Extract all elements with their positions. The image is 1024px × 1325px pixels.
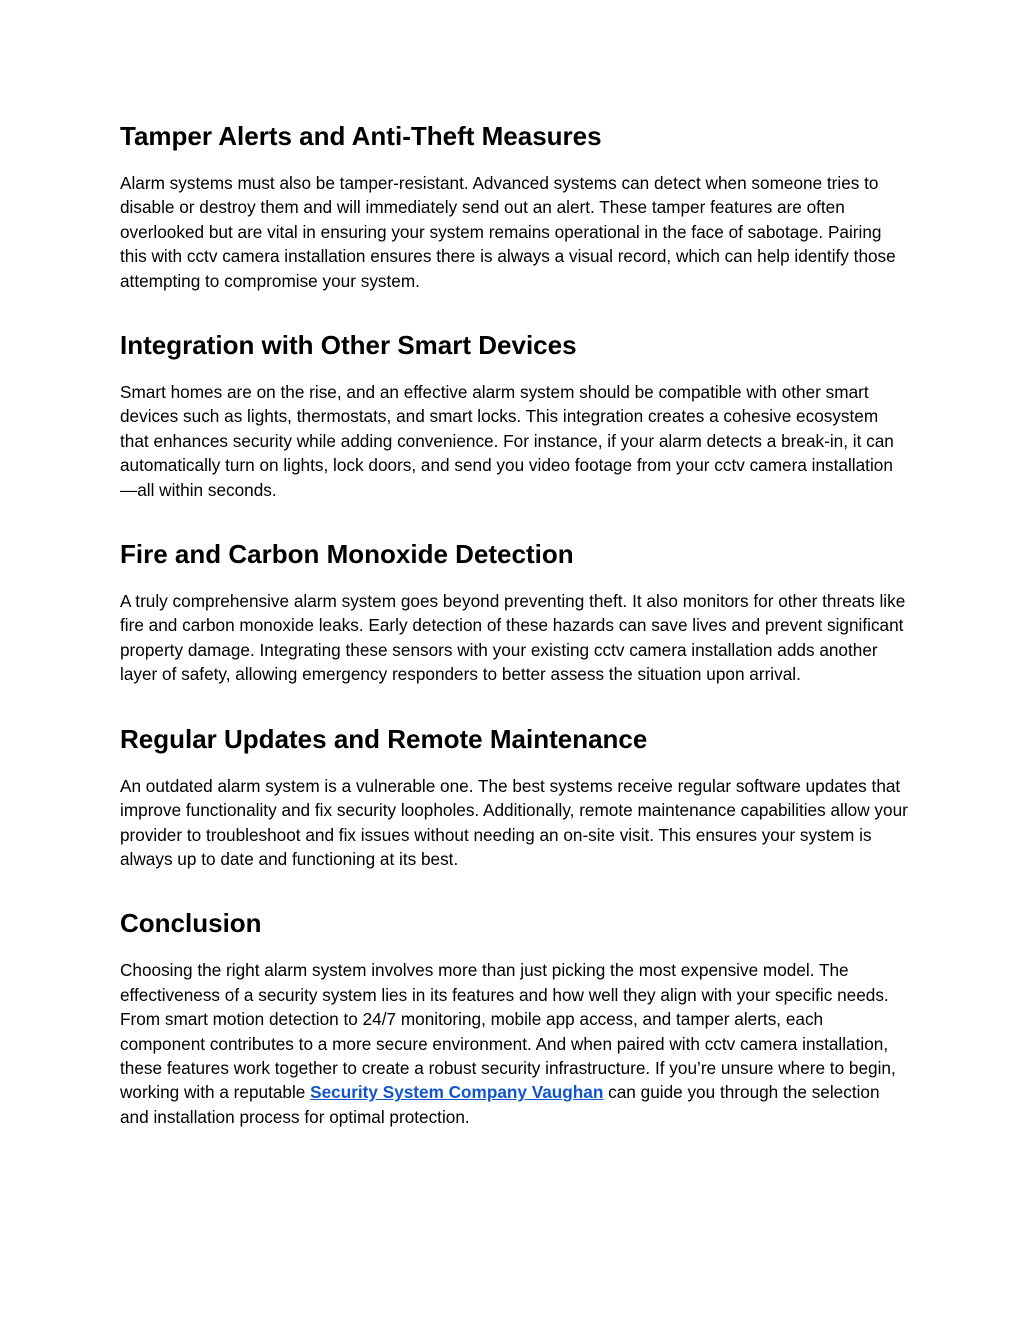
section-paragraph: An outdated alarm system is a vulnerable one. The best systems receive regular software updates that improve functionality and fix security loopholes. Additionally, remote maintenance capabilities allow your provider to troubleshoot and fix issues without needing an on-site visit. This ensures your system is always up to date and functioning at its best. (120, 775, 908, 869)
section-smart-devices (120, 327, 910, 502)
section-updates-maintenance (120, 721, 910, 872)
conclusion-paragraph (120, 958, 910, 1129)
section-paragraph: Alarm systems must also be tamper-resistant. Advanced systems can detect when someone tries to disable or destroy them and will immediately send out an alert. These tamper features are often overlooked but are vital in ensuring your system remains operational in the face of sabotage. Pairing this with cctv camera installation ensures there is always a visual record, which can help identify those attempting to compromise your system. (120, 173, 896, 291)
conclusion-text-before-link: Choosing the right alarm system involves more than just picking the most expensive model. The effectiveness of a security system lies in its features and how well they align with your specific needs. From smart motion detection to 24/7 monitoring, mobile app access, and tamper alerts, each component contributes to a more secure environment. And when paired with cctv camera installation, these features work together to create a robust security infrastructure. If you’re unsure where to begin, working with a reputable (120, 960, 896, 1103)
section-tamper-alerts (120, 118, 910, 293)
document-page (120, 118, 910, 1163)
section-fire-co-detection (120, 536, 910, 687)
section-paragraph: A truly comprehensive alarm system goes beyond preventing theft. It also monitors for other threats like fire and carbon monoxide leaks. Early detection of these hazards can save lives and prevent significant property damage. Integrating these sensors with your existing cctv camera installation adds another layer of safety, allowing emergency responders to better assess the situation upon arrival. (120, 591, 906, 685)
section-heading: Fire and Carbon Monoxide Detection (120, 539, 574, 570)
conclusion-heading: Conclusion (120, 908, 262, 939)
security-company-link[interactable]: Security System Company Vaughan (310, 1082, 604, 1103)
section-heading: Integration with Other Smart Devices (120, 330, 577, 361)
section-heading: Regular Updates and Remote Maintenance (120, 723, 648, 754)
section-conclusion (120, 905, 910, 1129)
conclusion-text-after-link: can guide you through the selection and installation process for optimal protection. (120, 1082, 880, 1127)
section-paragraph: Smart homes are on the rise, and an effective alarm system should be compatible with other smart devices such as lights, thermostats, and smart locks. This integration creates a cohesive ecosystem that enhances security while adding convenience. For instance, if your alarm detects a break-in, it can automatically turn on lights, lock doors, and send you video footage from your cctv camera installation—all within seconds. (120, 382, 894, 500)
section-heading: Tamper Alerts and Anti-Theft Measures (120, 121, 602, 151)
